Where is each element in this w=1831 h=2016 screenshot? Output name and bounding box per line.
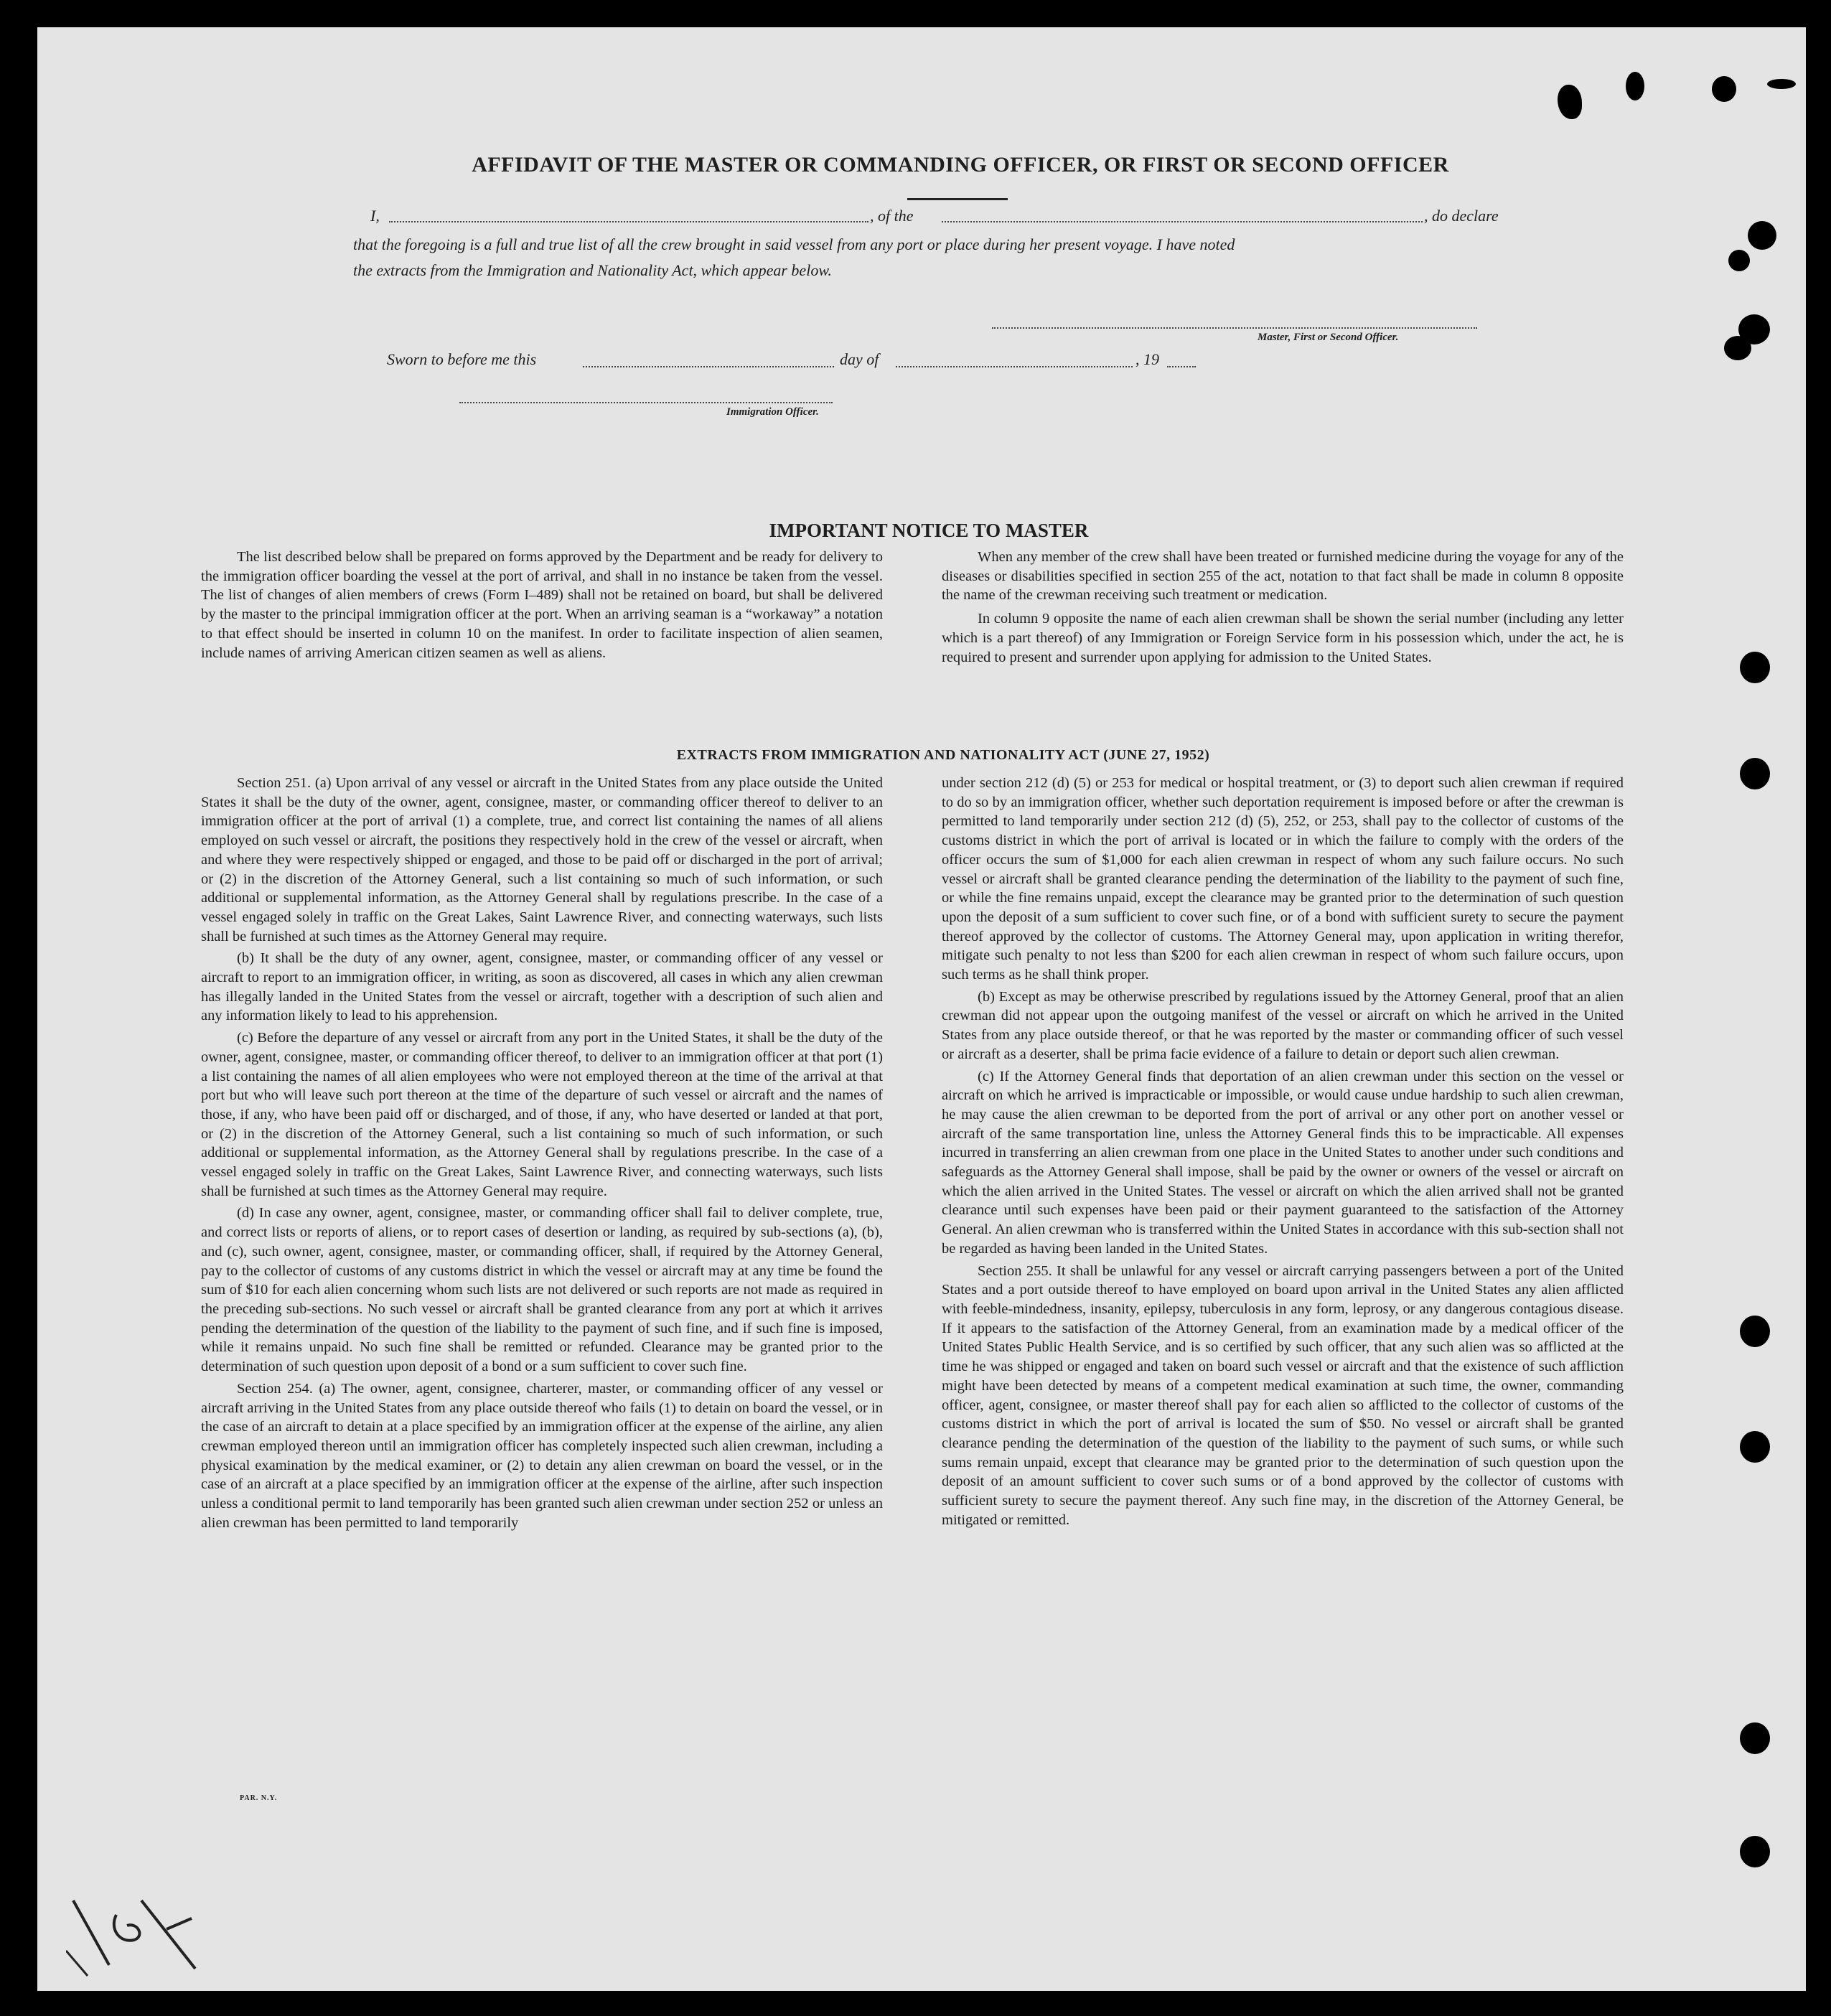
- notice-heading: IMPORTANT NOTICE TO MASTER: [769, 520, 1089, 541]
- document-page: [37, 27, 1806, 1991]
- section-251-a: Section 251. (a) Upon arrival of any vessel or aircraft in the United States from any place outside the United States it shall be the duty of the owner, agent, consignee, master, or commanding officer thereof to deliver to an immigration officer at the port of arrival (1) a complete, true, and correct list containing the names of all aliens employed on such vessel or aircraft, the positions they respectively hold in the crew of the vessel or aircraft, when and where they were respectively shipped or engaged, and those to be paid off or discharged in the port of arrival; or (2) in the discretion of the Attorney General, such a list containing so much of such information, or such additional or supplemental information, as the Attorney General shall by regulations prescribe. In the case of a vessel engaged solely in traffic on the Great Lakes, Saint Lawrence River, and connecting waterways, such lists shall be furnished at such times as the Attorney General may require.: [201, 775, 883, 944]
- extracts-heading: EXTRACTS FROM IMMIGRATION AND NATIONALITY ACT (JUNE 27, 1952): [676, 747, 1210, 763]
- extracts-left-column: [201, 774, 883, 1535]
- sworn-month-field[interactable]: [896, 366, 1133, 367]
- punch-hole: [1740, 1316, 1770, 1347]
- notice-right-column: [942, 548, 1624, 670]
- title-divider: [907, 198, 1008, 200]
- punch-hole: [1748, 221, 1776, 250]
- master-signature-label: Master, First or Second Officer.: [1258, 332, 1399, 343]
- notice-left-paragraph: The list described below shall be prepared on forms approved by the Department and be ready for delivery to the immigration officer boarding the vessel at the port of arrival, and shall in no instance be taken from the vessel. The list of changes of alien members of crews (Form I–489) shall not be retained on board, but shall be delivered by the master to the principal immigration officer at the port. When an arriving seaman is a “workaway” a notation to that effect should be inserted in column 10 on the manifest. In order to facilitate inspection of alien seamen, include names of arriving American citizen seamen as well as aliens.: [201, 549, 883, 661]
- punch-hole: [1740, 1836, 1770, 1867]
- punch-hole: [1740, 1431, 1770, 1463]
- section-254-c: (c) If the Attorney General finds that deportation of an alien crewman under this section on the vessel or aircraft on which he arrived is impracticable or impossible, or would cause undue hardship to such alien crewman, he may cause the alien crewman to be deported from the port of arrival or any other port on another vessel or aircraft of the same transportation line, unless the Attorney General finds this to be impracticable. All expenses incurred in transferring an alien crewman from one place in the United States to another under such conditions and safeguards as the Attorney General shall impose, shall be paid by the owner or owners of the vessel or aircraft on which the alien arrived in the United States. The vessel or aircraft on which the alien arrived shall not be granted clearance until such expenses have been paid or their payment guaranteed to the satisfaction of the Attorney General. An alien crewman who is transferred within the United States in accordance with this sub-section shall not be regarded as having been landed in the United States.: [942, 1068, 1624, 1257]
- affidavit-title: AFFIDAVIT OF THE MASTER OR COMMANDING OFFICER, OR FIRST OR SECOND OFFICER: [472, 153, 1449, 177]
- punch-hole: [1558, 85, 1582, 119]
- printer-mark: PAR. N.Y.: [240, 1794, 278, 1802]
- handwritten-mark: [66, 1886, 224, 1979]
- punch-hole: [1724, 336, 1751, 360]
- punch-hole: [1626, 72, 1644, 100]
- extracts-right-column: [942, 774, 1624, 1532]
- notice-right-paragraph-1: When any member of the crew shall have been treated or furnished medicine during the voyage for any of the diseases or disabilities specified in section 255 of the act, notation to that fact shall be made in column 8 opposite the name of the crewman receiving such treatment or medication.: [942, 549, 1624, 604]
- section-251-b: (b) It shall be the duty of any owner, agent, consignee, master, or commanding officer of any vessel or aircraft to report to an immigration officer, in writing, as soon as discovered, all cases in which any alien crewman has illegally landed in the United States from the vessel or aircraft, together with a description of such alien and any information likely to lead to his apprehension.: [201, 950, 883, 1024]
- day-of-label: day of: [840, 350, 879, 368]
- section-251-d: (d) In case any owner, agent, consignee, master, or commanding officer shall fail to deliver complete, true, and correct lists or reports of aliens, or to report cases of desertion or landing, as required by sub-sections (a), (b), and (c), such owner, agent, consignee, master, or commanding officer, shall, if required by the Attorney General, pay to the collector of customs of any customs district in which the vessel or aircraft may at any time be found the sum of $10 for each alien concerning whom such lists are not delivered or such reports are not made as required in the preceding sub-sections. No such vessel or aircraft shall be granted clearance from any port at which it arrives pending the determination of the question of the liability to the payment of such fine, and if such fine is imposed, while it remains unpaid. No such fine shall be remitted or refunded. Clearance may be granted prior to the determination of such question upon deposit of a bond or a sum sufficient to cover such fine.: [201, 1205, 883, 1375]
- sworn-date-field[interactable]: [583, 366, 834, 367]
- section-251-c: (c) Before the departure of any vessel or aircraft from any port in the United States, it shall be the duty of the owner, agent, consignee, master, or commanding officer thereof, to deliver to an immigration officer at that port (1) a list containing the names of all alien employees who were not employed thereon at the time of the arrival at that port but who will leave such port thereon at the time of the departure of such vessel or aircraft and the names of those, if any, who have been paid off or discharged, and of those, if any, who have deserted or landed at that port, or (2) in the discretion of the Attorney General, such a list containing so much of such information, or such additional or supplemental information, as the Attorney General shall by regulations prescribe. In the case of a vessel engaged solely in traffic on the Great Lakes, Saint Lawrence River, and connecting waterways, such lists shall be furnished at such times as the Attorney General may require.: [201, 1030, 883, 1199]
- affidavit-i-label: I,: [370, 207, 380, 225]
- declarant-name-field[interactable]: [389, 221, 868, 222]
- section-254-b: (b) Except as may be otherwise prescribed by regulations issued by the Attorney General, proof that an alien crewman did not appear upon the outgoing manifest of the vessel or aircraft on which he arrived in the United States from any place outside thereof, or that he was reported by the master or commanding officer of such vessel or aircraft as a deserter, shall be prima facie evidence of a failure to detain or deport such alien crewman.: [942, 988, 1624, 1062]
- punch-hole: [1740, 1722, 1770, 1754]
- year-label: , 19: [1135, 350, 1159, 368]
- section-255: Section 255. It shall be unlawful for any vessel or aircraft carrying passengers between a port of the United States and a port outside thereof to have employed on board upon arrival in the United States any alien afflicted with feeble-mindedness, insanity, epilepsy, tuberculosis in any form, leprosy, or any dangerous contagious disease. If it appears to the satisfaction of the Attorney General, from an examination made by a medical officer of the United States Public Health Service, and is so certified by such officer, that any such alien was so afflicted at the time he was shipped or engaged and taken on board such vessel or aircraft and that the existence of such affliction might have been detected by means of a competent medical examination at such time, the owner, commanding officer, agent, consignee, or master thereof shall pay for each alien so afflicted to the collector of customs of the customs district in which the port of arrival is located the sum of $50. No vessel or aircraft shall be granted clearance pending the determination of the question of the liability to the payment of such sums, or while such sums remain unpaid, except that clearance may be granted prior to the determination of such question upon the deposit of an amount sufficient to cover such sums or of a bond approved by the collector of customs with sufficient surety to secure the payment thereof. Any such fine may, in the discretion of the Attorney General, be mitigated or remitted.: [942, 1262, 1624, 1528]
- declaration-line-1: that the foregoing is a full and true list of all the crew brought in said vessel from any port or place during her present voyage. I have noted: [353, 235, 1235, 253]
- officer-signature-label: Immigration Officer.: [726, 406, 819, 418]
- declaration-line-2: the extracts from the Immigration and Nationality Act, which appear below.: [353, 261, 832, 279]
- punch-hole: [1728, 250, 1750, 271]
- affidavit-do-declare-label: , do declare: [1424, 207, 1499, 225]
- section-254-a-continued: under section 212 (d) (5) or 253 for medical or hospital treatment, or (3) to deport such alien crewman if required to do so by an immigration officer, whether such deportation requirement is imposed before or after the crewman is permitted to land temporarily under section 212 (d) (5), 252, or 253, shall pay to the collector of customs of the customs district in which the port of arrival is located or in which the failure to comply with the orders of the officer occurs the sum of $1,000 for each alien crewman in respect of whom any such failure occurs. No such vessel or aircraft shall be granted clearance pending the determination of the liability to the payment of such fine, or while the fine remains unpaid, except the clearance may be granted prior to the determination of such question upon the deposit of a sum sufficient to cover such fine, or of a bond with sufficient surety to secure the payment thereof approved by the collector of customs. The Attorney General may, upon application in writing therefor, mitigate such penalty to not less than $200 for each alien crewman in respect of whom such failure occurs, upon such terms as he shall think proper.: [942, 775, 1624, 983]
- master-signature-line[interactable]: [992, 327, 1477, 329]
- officer-signature-line[interactable]: [459, 402, 833, 403]
- notice-left-column: [201, 548, 883, 665]
- section-254-a: Section 254. (a) The owner, agent, consignee, charterer, master, or commanding officer of any vessel or aircraft arriving in the United States from any place outside thereof who fails (1) to detain on board the vessel, or in the case of an aircraft to detain at a place specified by an immigration officer at the expense of the airline, any alien crewman employed thereon until an immigration officer has completely inspected such alien crewman, including a physical examination by the medical examiner, or (2) to detain any alien crewman on board the vessel, or in the case of an aircraft at a place specified by an immigration officer at the expense of the airline, after such inspection unless a conditional permit to land temporarily has been granted such alien crewman under section 252 or unless an alien crewman has been permitted to land temporarily: [201, 1380, 883, 1531]
- punch-hole: [1740, 652, 1770, 683]
- notice-right-paragraph-2: In column 9 opposite the name of each alien crewman shall be shown the serial number (including any letter which is a part thereof) of any Immigration or Foreign Service form in his possession which, under the act, he is required to present and surrender upon applying for admission to the United States.: [942, 611, 1624, 665]
- sworn-label: Sworn to before me this: [387, 350, 537, 368]
- punch-hole: [1712, 76, 1736, 102]
- vessel-name-field[interactable]: [942, 221, 1423, 222]
- sworn-year-field[interactable]: [1167, 366, 1196, 367]
- punch-hole: [1767, 79, 1796, 89]
- affidavit-of-the-label: , of the: [870, 207, 914, 225]
